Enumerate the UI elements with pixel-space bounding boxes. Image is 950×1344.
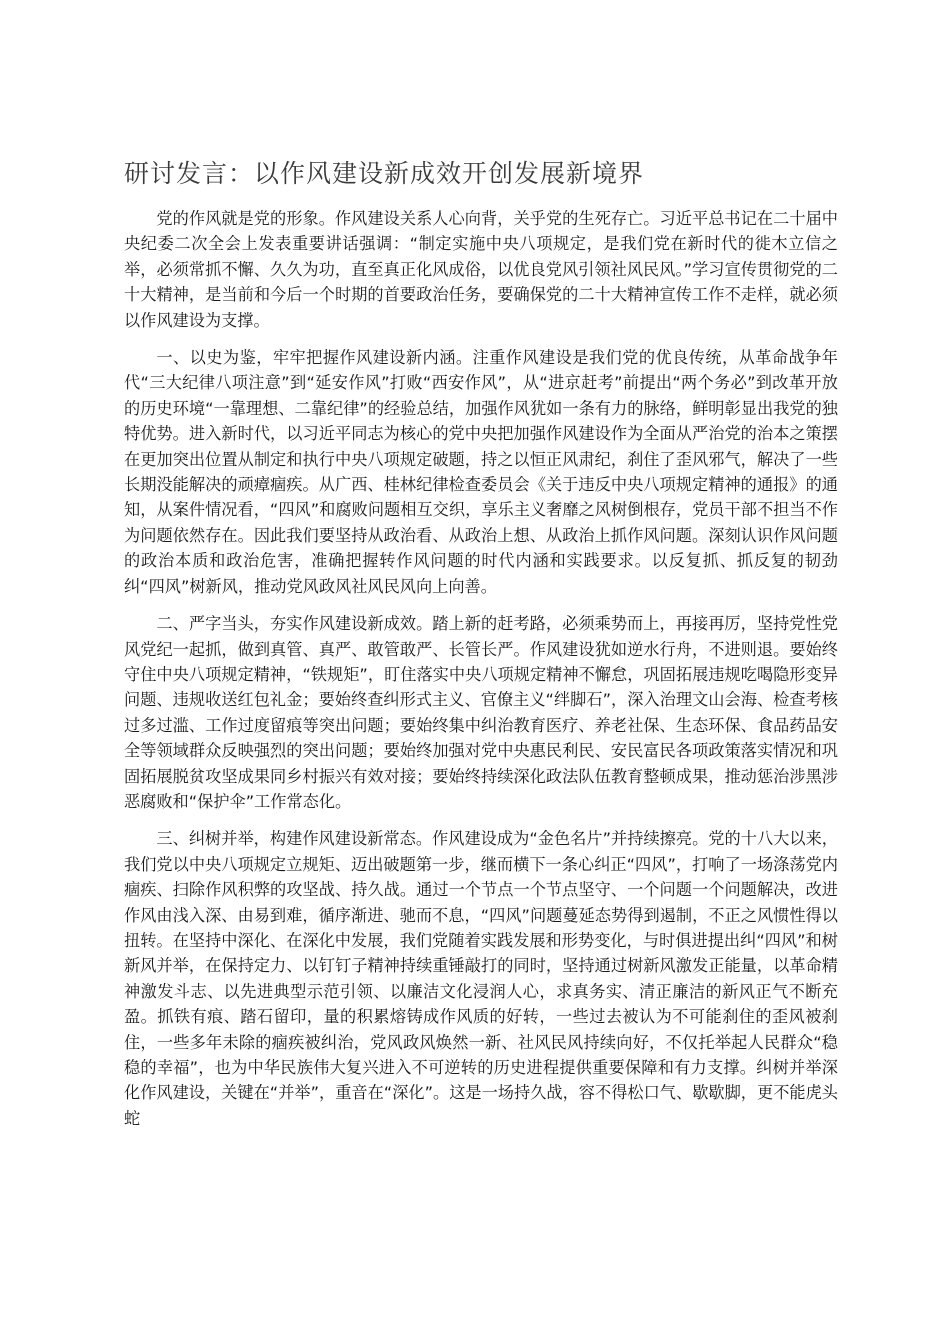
section-two-paragraph: 二、严字当头，夯实作风建设新成效。踏上新的赶考路，必须乘势而上，再接再厉，坚持党性党风党纪一起抓，做到真管、真严、敢管敢严、长管长严。作风建设犹如逆水行舟，不进则退。要始终守住中央八项规定精神，“铁规矩”，盯住落实中央八项规定精神不懈怠，巩固拓展违规吃喝隐形变异问题、违规收送红包礼金；要始终查纠形式主义、官僚主义“绊脚石”，深入治理文山会海、检查考核过多过滥、工作过度留痕等突出问题；要始终集中纠治教育医疗、养老社保、生态环保、食品药品安全等领域群众反映强烈的突出问题；要始终加强对党中央惠民利民、安民富民各项政策落实情况和巩固拓展脱贫攻坚成果同乡村振兴有效对接；要始终持续深化政法队伍教育整顿成果，推动惩治涉黑涉恶腐败和“保护伞”工作常态化。 <box>124 614 838 811</box>
section-three-paragraph: 三、纠树并举，构建作风建设新常态。作风建设成为“金色名片”并持续擦亮。党的十八大以来，我们党以中央八项规定立规矩、迈出破题第一步，继而横下一条心纠正“四风”，打响了一场涤荡党内痼疾、扫除作风积弊的攻坚战、持久战。通过一个节点一个节点坚守、一个问题一个问题解决，改进作风由浅入深、由易到难，循序渐进、驰而不息，“四风”问题蔓延态势得到遏制，不正之风惯性得以扭转。在坚持中深化、在深化中发展，我们党随着实践发展和形势变化，与时俱进提出纠“四风”和树新风并举，在保持定力、以钉钉子精神持续重锤敲打的同时，坚持通过树新风激发正能量，以革命精神激发斗志、以先进典型示范引领、以廉洁文化浸润人心，求真务实、清正廉洁的新风正气不断充盈。抓铁有痕、踏石留印，量的积累熔铸成作风质的好转，一些过去被认为不可能刹住的歪风被刹住，一些多年未除的痼疾被纠治，党风政风焕然一新、社风民风持续向好，不仅托举起人民群众“稳稳的幸福”，也为中华民族伟大复兴进入不可逆转的历史进程提供重要保障和有力支撑。纠树并举深化作风建设，关键在“并举”，重音在“深化”。这是一场持久战，容不得松口气、歇歇脚，更不能虎头蛇 <box>124 829 838 1128</box>
document-page <box>124 154 838 1143</box>
section-one-paragraph: 一、以史为鉴，牢牢把握作风建设新内涵。注重作风建设是我们党的优良传统，从革命战争年代“三大纪律八项注意”到“延安作风”打败“西安作风”，从“进京赶考”前提出“两个务必”到改革开放的历史环境“一靠理想、二靠纪律”的经验总结，加强作风犹如一条有力的脉络，鲜明彰显出我党的独特优势。进入新时代，以习近平同志为核心的党中央把加强作风建设作为全面从严治党的治本之策摆在更加突出位置从制定和执行中央八项规定破题，持之以恒正风肃纪，刹住了歪风邪气，解决了一些长期没能解决的顽瘴痼疾。从广西、桂林纪律检查委员会《关于违反中央八项规定精神的通报》的通知，从案件情况看，“四风”和腐败问题相互交织，享乐主义奢靡之风树倒根存，党员干部不担当不作为问题依然存在。因此我们要坚持从政治看、从政治上想、从政治上抓作风问题。深刻认识作风问题的政治本质和政治危害，准确把握转作风问题的时代内涵和实践要求。以反复抓、抓反复的韧劲纠“四风”树新风，推动党风政风社风民风向上向善。 <box>124 348 838 596</box>
document-title: 研讨发言：以作风建设新成效开创发展新境界 <box>124 159 645 188</box>
intro-paragraph: 党的作风就是党的形象。作风建设关系人心向背，关乎党的生死存亡。习近平总书记在二十届中央纪委二次全会上发表重要讲话强调：“制定实施中央八项规定，是我们党在新时代的徙木立信之举，必须常抓不懈、久久为功，直至真正化风成俗，以优良党风引领社风民风。”学习宣传贯彻党的二十大精神，是当前和今后一个时期的首要政治任务，要确保党的二十大精神宣传工作不走样，就必须以作风建设为支撑。 <box>124 209 838 330</box>
